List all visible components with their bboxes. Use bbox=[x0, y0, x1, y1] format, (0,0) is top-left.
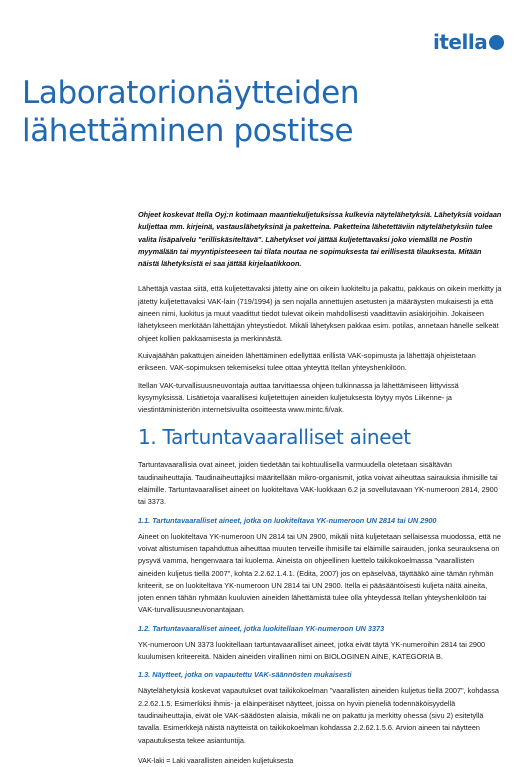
logo-dot-icon bbox=[489, 35, 504, 50]
subsection-text: YK-numeroon UN 3373 luokitellaan tartuntavaaralliset aineet, jotka eivät täytä YK-numeroihin 2814 tai 2900 kuulumisen kriteereitä. Näiden aineiden virallinen nimi on BIOLOGINEN AINE, KATEGORIA B. bbox=[138, 639, 486, 662]
subsection-text: Aineet on luokiteltava YK-numeroon UN 2814 tai UN 2900, mikäli niitä kuljetetaan sellaisessa muodossa, että ne voivat altistumisen tapahduttua aiheuttaa muuten terveille ihmisille tai eläimille sairauden, jonka seurauksena on pysyvä vamma, hengenvaara tai kuolema. Aineista on ohjeellinen luettelo taikikokoelmassa "vaarallisten aineiden kuljetus tiellä 2007", kohta 2.2.62.1.4.1. (Edita, 2007) jos on epäselvää, täyttääkö aine tämän ryhmän kriteerit, se on luokiteltava YK-numeroon UN 2814 tai UN 2900. Itella ei pääsääntöisesti kuljeta näitä aineita, joten ennen tähän ryhmään kuuluvien aineiden lähettämistä tulee olla yhteydessä Itellan yhteyshenkilöön tai VAK-turvallisuusneuvonantajaan. bbox=[138, 531, 501, 615]
subsection-text: Näytelähetyksiä koskevat vapautukset ovat taikikokoelman "vaarallisten aineiden kuljetus tiellä 2007", kohdassa 2.2.62.1.5. Esimerkiksi ihmis- ja eläinperäiset näytteet, joissa on hyvin pieneliä todennäköisyydellä taudinaiheuttajia, eivät ole VAK-säädösten alaisia, mikäli ne on pakattu ja merkitty ohessa (sivu 2) esitetyllä tavalla. Esimerkkejä näistä näytteistä on taikikokoelman kohdassa 2.2.62.1.5.6. Arvion aineen tai näytteen vapautuksesta tekee asiantuntija. bbox=[138, 686, 499, 745]
logo-wordmark: itella bbox=[433, 30, 488, 54]
intro-paragraph: Ohjeet koskevat Itella Oyj:n kotimaan maantiekuljetuksissa kulkevia näytelähetyksiä. Lähetyksiä voidaan kuljettaa mm. kirjeinä, vastauslähetyksinä ja paketteina. Paketteina lähetettäviin näytelähetyksiin tulee valita lisäpalvelu "erilliskäsiteltävä". Lähetykset voi jättää kuljetettavaksi joko viemällä ne Postin myymälään tai myyntipisteeseen tai tilata noutaa ne sopimuksesta tai erillisestä tilauksesta. Mitään näistä lähetyksistä ei saa jättää kirjelaatikkoon. bbox=[138, 210, 502, 269]
page-title: Laboratorionäytteiden lähettäminen postitse bbox=[22, 75, 360, 149]
subsection-heading: 1.3. Näytteet, jotka on vapautettu VAK-säännösten mukaisesti bbox=[138, 670, 352, 680]
section-intro: Tartuntavaarallisia ovat aineet, joiden tiedetään tai kohtuullisella varmuudella oletetaan sisältävän taudinaiheuttajia. Taudinaiheuttajiksi määritellään mikro-organismit, jotka voivat aiheuttaa sairauksia ihmisille tai eläimille. Tartuntavaaralliset aineet on luokiteltava VAK-luokkaan 6.2 ja sovellutavaan YK-numeroon 2814, 2900 tai 3373. bbox=[138, 460, 498, 507]
footnote: VAK-laki = Laki vaarallisten aineiden kuljetuksesta bbox=[138, 757, 294, 765]
main-content bbox=[138, 209, 503, 767]
subsection-heading: 1.1. Tartuntavaaralliset aineet, jotka on luokiteltava YK-numeroon UN 2814 tai UN 2900 bbox=[138, 515, 437, 525]
section-heading: 1. Tartuntavaaralliset aineet bbox=[138, 425, 411, 450]
itella-logo bbox=[433, 32, 504, 52]
body-paragraph: Kuivajäähän pakattujen aineiden lähettäminen edellyttää erillistä VAK-sopimusta ja lähettäjä ohjeistetaan erikseen. VAK-sopimuksen tekemiseksi tulee ottaa yhteyttä Itellan yhteyshenkilöön. bbox=[138, 350, 476, 373]
subsection-heading: 1.2. Tartuntavaaralliset aineet, jotka luokitellaan YK-numeroon UN 3373 bbox=[138, 623, 385, 633]
body-paragraph: Itellan VAK-turvallisuusneuvontaja auttaa tarvittaessa ohjeen tulkinnassa ja lähettämiseen liittyvissä kysymyksissä. Lisätietoja vaarallisesi kuljetettujen aineiden kuljetuksesta löytyy myös Liikenne- ja viestintäministeriön internetsivuilta osoitteesta www.mintc.fi/vak. bbox=[138, 380, 459, 415]
body-paragraph: Lähettäjä vastaa siitä, että kuljetettavaksi jätetty aine on oikein luokiteltu ja pakattu, pakkaus on oikein merkitty ja jätetty kuljetettavaksi VAK-lain (719/1994) ja sen nojalla annettujen asetusten ja määräysten mukaisesti ja että aineen nimi, luokitus ja muut vaadittut tiedot tulevat oikein mahdollisesti vaadittaviin asiakirjoihin. Jokaiseen lähetykseen merkitään lähettäjän yhteystiedot. Mikäli lähetyksen pakkaa esim. potilas, annetaan hänelle selkeät ohjeet kollien pakkaamisesta ja merkinnästä. bbox=[138, 284, 502, 343]
